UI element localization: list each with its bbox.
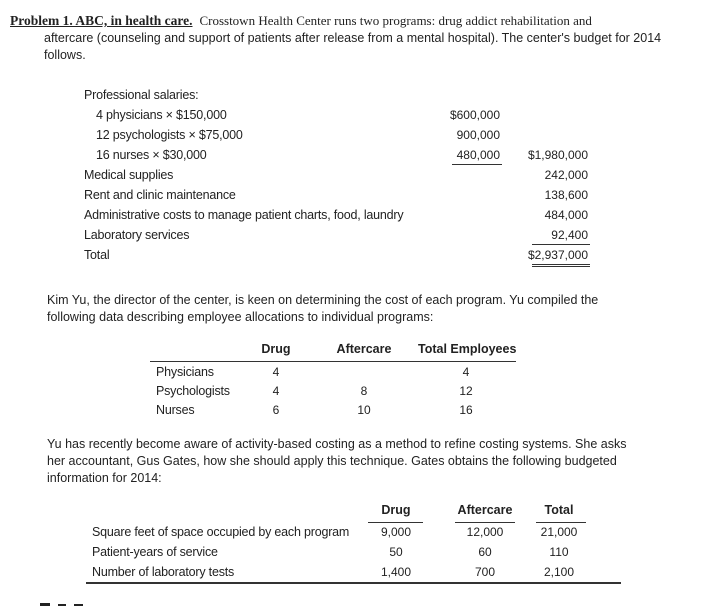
budget-item-label: Administrative costs to manage patient charts, food, laundry [84, 208, 404, 222]
header-rule [150, 361, 516, 362]
budget-total-amount: $2,937,000 [527, 248, 588, 262]
col-header-aftercare: Aftercare [336, 342, 392, 356]
cell-aftercare: 60 [478, 545, 492, 559]
cell-drug: 1,400 [380, 565, 412, 579]
paragraph-director: Kim Yu, the director of the center, is keen on determining the cost of each program. Yu compiled the following data describing employee allocations to individual programs: [47, 293, 599, 324]
cell-drug: 4 [272, 365, 280, 379]
cell-total: 4 [462, 365, 470, 379]
header-rule [368, 522, 423, 523]
cell-aftercare: 12,000 [466, 525, 504, 539]
row-label: Nurses [156, 403, 195, 417]
total-rule [532, 244, 590, 245]
subtotal-rule [452, 164, 502, 165]
row-label: Number of laboratory tests [92, 565, 235, 579]
cell-total: 2,100 [543, 565, 575, 579]
cell-drug: 6 [272, 403, 280, 417]
budget-staff-label: 16 nurses × $30,000 [96, 148, 207, 162]
cell-aftercare: 700 [474, 565, 496, 579]
budget-salary-total: $1,980,000 [527, 148, 588, 162]
total-double-rule [532, 266, 590, 267]
problem-lead: Crosstown Health Center runs two programs: drug addict rehabilitation and [199, 13, 592, 28]
budget-item-amount: 484,000 [544, 208, 588, 222]
problem-title: Problem 1. ABC, in health care. [10, 13, 193, 28]
cell-drug: 4 [272, 384, 280, 398]
problem-intro [10, 12, 670, 64]
cell-drug: 50 [389, 545, 403, 559]
budget-total-label: Total [84, 248, 110, 262]
cell-aftercare: 8 [360, 384, 368, 398]
row-label: Physicians [156, 365, 214, 379]
row-label: Square feet of space occupied by each program [92, 525, 350, 539]
row-label: Psychologists [156, 384, 230, 398]
cell-total: 16 [459, 403, 473, 417]
budget-item-label: Medical supplies [84, 168, 174, 182]
col-header-drug: Drug [381, 503, 411, 517]
budget-item-amount: 92,400 [551, 228, 588, 242]
col-header-drug: Drug [261, 342, 291, 356]
col-header-aftercare: Aftercare [457, 503, 513, 517]
table-bottom-rule [86, 582, 621, 584]
row-label: Patient-years of service [92, 545, 218, 559]
problem-description: aftercare (counseling and support of patients after release from a mental hospital). The center's budget for 2014 follows. [44, 31, 662, 62]
paragraph-abc: Yu has recently become aware of activity-based costing as a method to refine costing systems. She asks her accountant, Gus Gates, how she should apply this technique. Gates obtains the following budgeted information for 2014: [47, 437, 627, 485]
cell-drug: 9,000 [380, 525, 412, 539]
budget-item-label: Rent and clinic maintenance [84, 188, 236, 202]
cell-total: 21,000 [540, 525, 578, 539]
budget-staff-label: 12 psychologists × $75,000 [96, 128, 243, 142]
budget-staff-amount: $600,000 [449, 108, 500, 122]
col-header-total: Total [544, 503, 574, 517]
budget-staff-amount: 480,000 [456, 148, 500, 162]
header-rule [536, 522, 586, 523]
budget-staff-amount: 900,000 [456, 128, 500, 142]
budget-item-amount: 138,600 [544, 188, 588, 202]
cell-total: 12 [459, 384, 473, 398]
budget-heading: Professional salaries: [84, 88, 199, 102]
cell-total: 110 [549, 545, 569, 559]
col-header-total-employees: Total Employees [418, 342, 517, 356]
budget-staff-label: 4 physicians × $150,000 [96, 108, 227, 122]
header-rule [455, 522, 515, 523]
total-double-rule [532, 264, 590, 265]
cell-aftercare: 10 [357, 403, 371, 417]
budget-item-amount: 242,000 [544, 168, 588, 182]
budget-item-label: Laboratory services [84, 228, 190, 242]
